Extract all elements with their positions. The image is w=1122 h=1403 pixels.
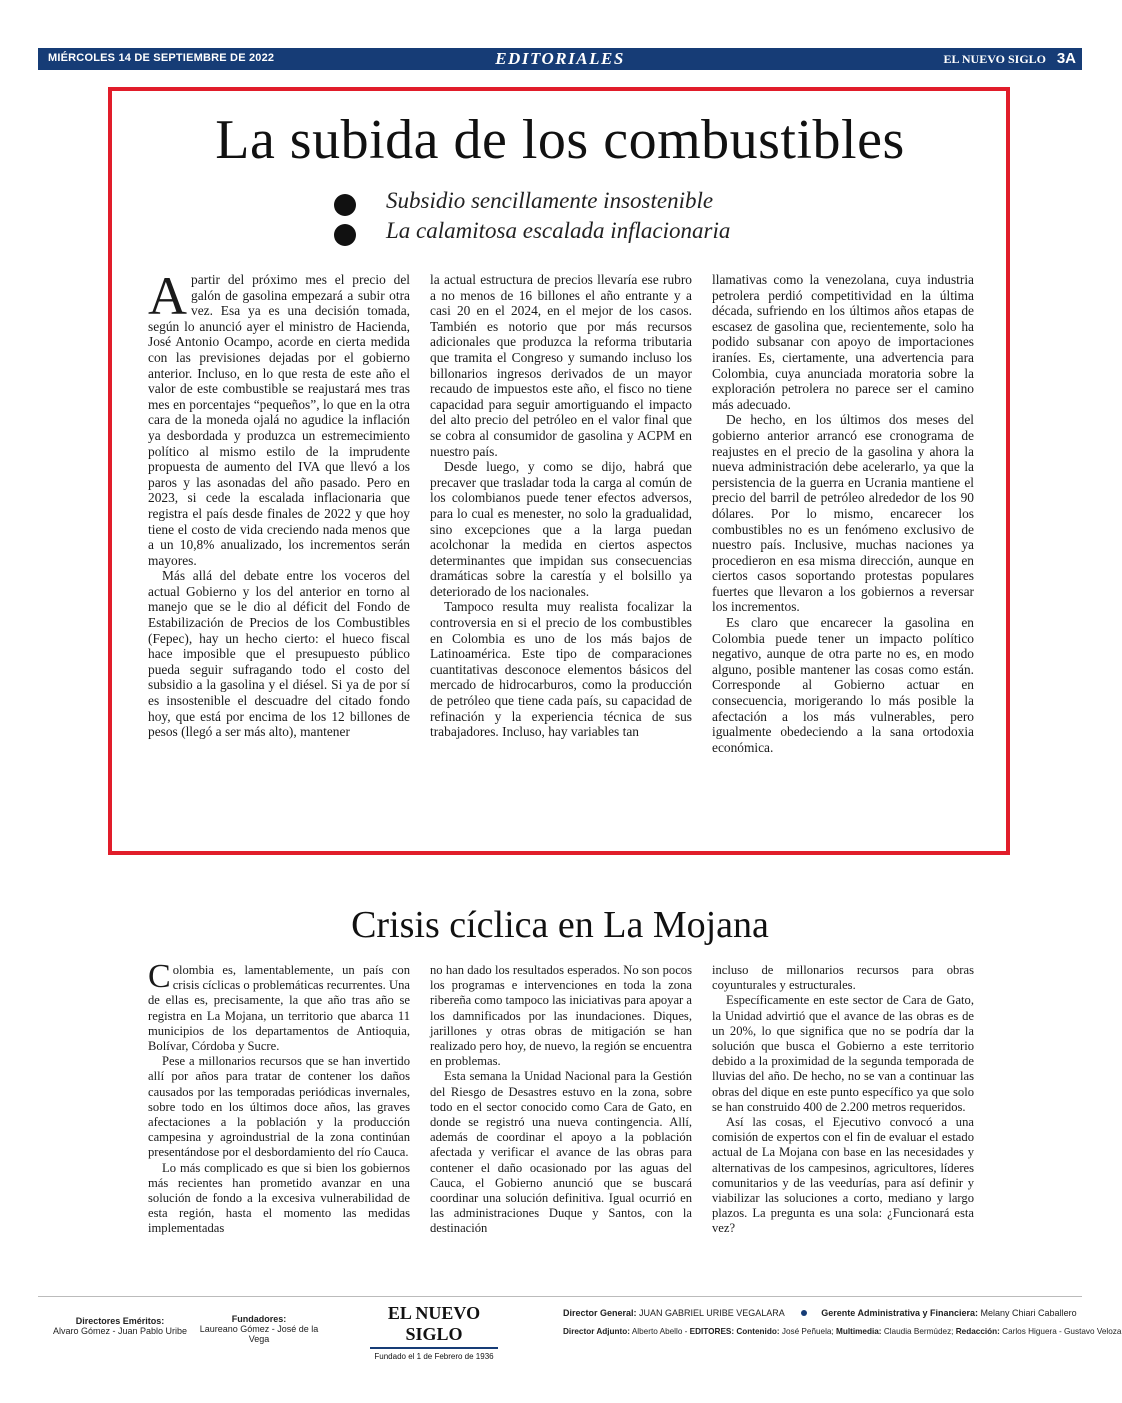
section-title: EDITORIALES [495,49,625,68]
redaccion-label: Redacción: [955,1327,1000,1336]
footer-divider [38,1296,1082,1297]
footer-staff-line-2: Director Adjunto: Alberto Abello - EDITORES: Contenido: José Peñuela; Multimedia: Claudia Bermúdez; Redacción: Carlos Higuera - Gustavo Veloza [563,1327,1122,1336]
page-number: 3A [1056,50,1076,67]
paragraph: Desde luego, y como se dijo, habrá que precaver que trasladar toda la carga al común de los colombianos puede tener efectos adversos, para lo cual es menester, no solo la gradualidad, sino excepciones que a la larga puedan acolchonar la medida en ciertos aspectos determinantes que impidan sus consecuencias dramáticas sobre la carestía y el bolsillo ya deteriorado de los nacionales. [430,459,692,599]
bullet-icon [334,224,356,246]
editorial-2-title: Crisis cíclica en La Mojana [351,904,769,946]
adjunto-name: Alberto Abello [631,1327,683,1336]
paragraph-text: olombia es, lamentablemente, un país con crisis cíclicas o problemáticas recurrentes. Una de ellas es, precisamente, la que año tras año se registra en La Mojana, un territorio que abarca 11 municipios de los departamentos de Antioquia, Bolívar, Córdoba y Sucre. [148,963,410,1054]
subhead-text: La calamitosa escalada inflacionaria [386,218,731,243]
newspaper-brand: EL NUEVO SIGLO [943,52,1046,66]
multimedia-label: Multimedia: [836,1327,882,1336]
editorial-1-column-3 [712,272,974,755]
paragraph: Pese a millonarios recursos que se han invertido allí por años para tratar de contener los daños causados por las temporadas periódicas invernales, sobre todo en los últimos doce años, las graves afectaciones a la población y la producción campesina y agroindustrial de la zona continúan presentándose por el desbordamiento del río Cauca. [148,1054,410,1160]
paragraph: incluso de millonarios recursos para obras coyunturales y estructurales. [712,963,974,993]
editorial-1-title: La subida de los combustibles [215,109,905,171]
editores-label: EDITORES: Contenido: [689,1327,780,1336]
logo-name: EL NUEVO SIGLO [370,1303,498,1349]
paragraph: Esta semana la Unidad Nacional para la Gestión del Riesgo de Desastres estuvo en la zona, sobre todo en el sector conocido como Cara de Gato, en donde se registró una nueva contingencia. Allí, además de coordinar el apoyo a la población afectada y verificar el avance de las obras para contener el daño ocasionado por las aguas del Cauca, el Gobierno anunció que se buscará coordinar una solución definitiva. Igual ocurrió en las administraciones Duque y Santos, con la destinación [430,1069,692,1236]
footer-logo [370,1303,498,1361]
fundadores-label: Fundadores: [231,1314,287,1324]
paragraph [148,266,410,568]
editorial-1-column-1 [148,266,410,740]
paragraph: llamativas como la venezolana, cuya industria petrolera perdió competitividad en la última década, sufriendo en los últimos años etapas de escasez de gasolina que, recientemente, solo ha podido subsanar con apoyo de importaciones iraníes. Es, ciertamente, una advertencia para Colombia, cuya anunciada moratoria sobre la exploración petrolera no parece ser el camino más adecuado. [712,272,974,412]
adjunto-label: Director Adjunto: [563,1327,631,1336]
paragraph: Más allá del debate entre los voceros del actual Gobierno y los del anterior en torno al manejo que se le dio al déficit del Fondo de Estabilización de Precios de los Combustibles (Fepec), hay un hecho cierto: el hueco fiscal hace imposible que el presupuesto público pueda seguir sufragando todo el costo del subsidio a la gasolina y el diésel. Si ya de por sí es insostenible el descuadre del citado fondo hoy, que está por encima de los 12 billones de pesos (llegó a ser más alto), mantener [148,568,410,740]
paragraph-text: partir del próximo mes el precio del galón de gasolina empezará a subir otra vez. Esa ya es una decisión tomada, según lo anunció ayer el ministro de Hacienda, José Antonio Ocampo, acorde en cierta medida con las previsiones dejadas por el gobierno anterior. Incluso, en lo que resta de este año el valor de este combustible se reajustará mes tras mes en porcentajes “pequeños”, lo que en la otra cara de la moneda ojalá no agudice la inflación ya desbordada y produzca un estremecimiento político al mismo estilo de la imprudente propuesta de aumento del IVA que llevó a los paros y las asonadas del año pasado. Pero en 2023, si cede la escalada inflacionaria que registra el país desde finales de 2022 y que hoy tiene el costo de vida creciendo nada menos que a un 10,8% anualizado, los incrementos serán mayores. [148,272,410,568]
footer-staff-line-1 [563,1308,1077,1318]
paragraph: De hecho, en los últimos dos meses del gobierno anterior arrancó ese cronograma de reajustes en el precio de la gasolina y ahora la nueva administración debe acelerarlo, ya que la persistencia de la guerra en Ucrania mantiene el precio del barril de petróleo alrededor de los 90 dólares. Por lo mismo, encarecer los combustibles no es un fenómeno exclusivo de nuestro país. Inclusive, muchas naciones ya procedieron en esa misma dirección, aunque en ciertos casos soportando protestas populares fuertes que llevaron a los gobiernos a reversar los incrementos. [712,412,974,615]
bullet-icon [801,1310,807,1316]
subhead-item [334,218,854,248]
footer-fundadores [196,1314,322,1344]
masthead-bar [38,48,1082,70]
gerente-name: Melany Chiari Caballero [980,1308,1077,1318]
director-label: Director General: [563,1308,637,1318]
editorial-2-column-3 [712,963,974,1237]
editorial-1-column-2 [430,272,692,740]
editorial-2-column-1 [148,958,410,1237]
paragraph: Tampoco resulta muy realista focalizar la controversia en si el precio de los combustibles en Colombia es uno de los más bajos de Latinoamérica. Este tipo de comparaciones cuantitativas desconoce elementos básicos del mercado de hidrocarburos, como la producción de petróleo que tiene cada país, su capacidad de refinación y la experiencia técnica de sus trabajadores. Incluso, hay variables tan [430,599,692,740]
paragraph: Lo más complicado es que si bien los gobiernos más recientes han prometido avanzar en una solución de fondo a la excesiva vulnerabilidad de esta región, hasta el momento las medidas implementadas [148,1160,410,1236]
editores-name: José Peñuela; [781,1327,834,1336]
paragraph: la actual estructura de precios llevaría ese rubro a no menos de 16 billones el año entrante y a casi 20 en el 2024, en el mejor de los casos. También es notorio que por más recursos adicionales que produzca la reforma tributaria que tramita el Congreso y sumando incluso los billonarios ingresos derivados de un mayor recaudo de impuestos este año, el fisco no tiene capacidad para seguir amortiguando el impacto del alto precio del petróleo en el valor final que se cobra al consumidor de gasolina y ACPM en nuestro país. [430,272,692,459]
footer-emeritos [50,1316,190,1336]
emeritos-names: Alvaro Gómez - Juan Pablo Uribe [52,1326,188,1336]
bullet-icon [334,194,356,216]
paragraph: Así las cosas, el Ejecutivo convocó a una comisión de expertos con el fin de evaluar el estado actual de La Mojana con base en las necesidades y alternativas de los campesinos, agricultores, líderes comunitarios y de las veedurías, para así definir y viabilizar las soluciones a corto, mediano y largo plazos. La pregunta es una sola: ¿Funcionará esta vez? [712,1115,974,1236]
director-name: JUAN GABRIEL URIBE VEGALARA [639,1308,785,1318]
subhead-text: Subsidio sencillamente insostenible [386,188,714,213]
fundadores-names: Laureano Gómez - José de la Vega [199,1324,319,1344]
editorial-1-subheads [334,188,854,248]
dropcap: C [148,958,171,995]
editorial-2-column-2 [430,963,692,1237]
issue-date: MIÉRCOLES 14 DE SEPTIEMBRE DE 2022 [48,52,275,64]
paragraph: Es claro que encarecer la gasolina en Colombia puede tener un impacto político negativo, aunque de otra parte no es, en modo alguno, posible mantener las cosas como están. Corresponde al Gobierno actuar en consecuencia, morigerando lo más posible la afectación a los más vulnerables, pero igualmente obedeciendo a la sana ortodoxia económica. [712,615,974,755]
paragraph: Específicamente en este sector de Cara de Gato, la Unidad advirtió que el avance de las obras es de un 20%, lo que significa que no se podría dar la solución que busca el Gobierno a este territorio debido a la proximidad de la segunda temporada de lluvias del año. De hecho, no se van a continuar las obras del dique en este punto específico ya que solo se han construido 400 de 2.200 metros requeridos. [712,993,974,1114]
emeritos-label: Directores Eméritos: [75,1316,165,1326]
gerente-label: Gerente Administrativa y Financiera: [821,1308,979,1318]
redaccion-name: Carlos Higuera - Gustavo Veloza [1002,1327,1122,1336]
multimedia-name: Claudia Bermúdez; [883,1327,954,1336]
dropcap: A [148,266,187,326]
paragraph: no han dado los resultados esperados. No son pocos los programas e intervenciones en toda la zona ribereña como tampoco las iniciativas para apoyar a los damnificados por las inundaciones. Diques, jarillones y otras obras de mitigación se han realizado pero hoy, de nuevo, la región se encuentra en problemas. [430,963,692,1069]
paragraph [148,958,410,1054]
subhead-item [334,188,854,218]
founded-date: Fundado el 1 de Febrero de 1936 [374,1352,494,1361]
